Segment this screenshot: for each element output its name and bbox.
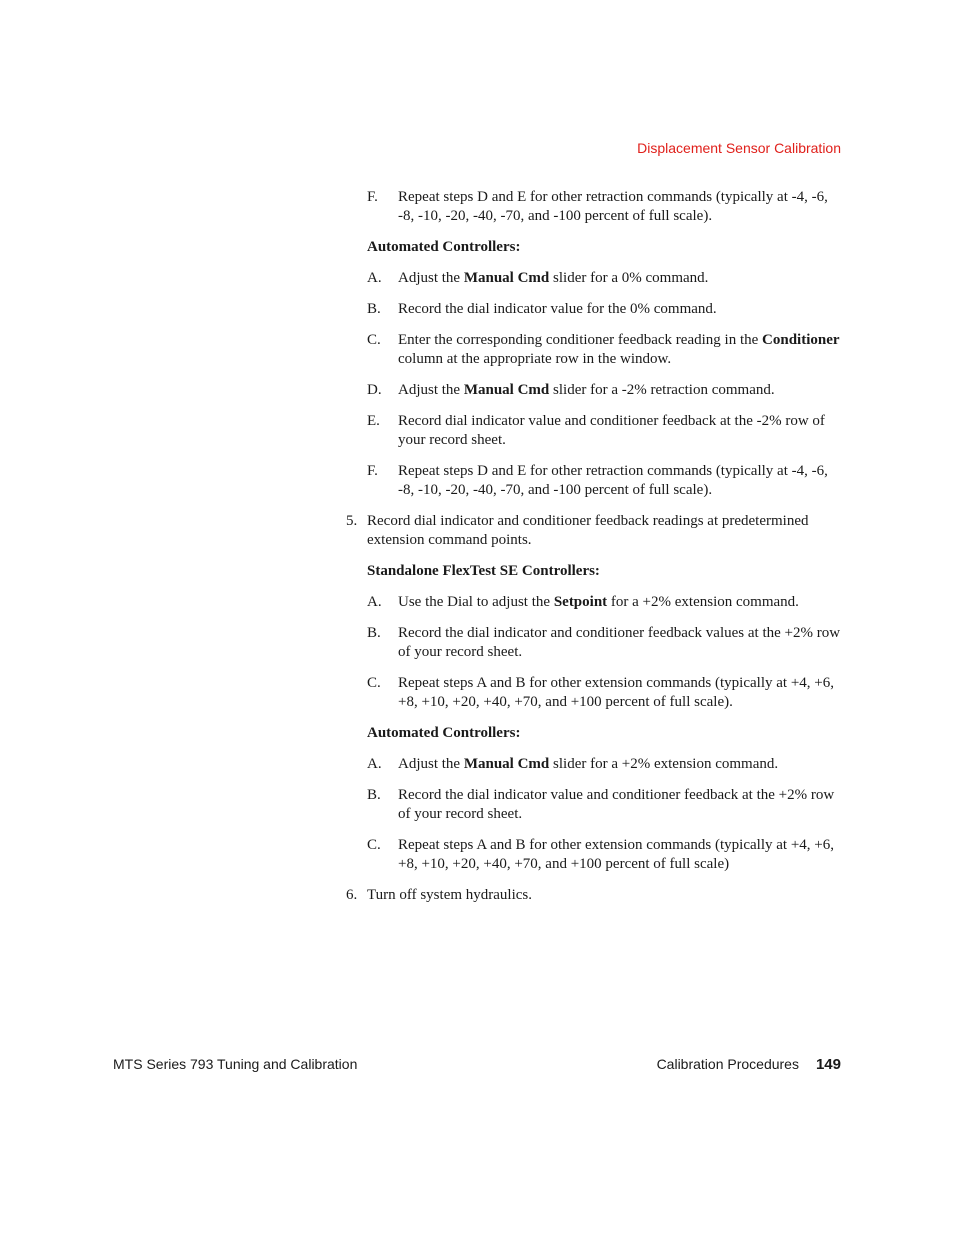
text-run: column at the appropriate row in the window. (398, 351, 672, 367)
item-text: Repeat steps D and E for other retraction commands (typically at -4, -6, -8, -10, -20, -40, -70, and -100 percent of full scale). (398, 189, 828, 224)
list-item (346, 188, 846, 226)
ui-term: Manual Cmd (463, 270, 550, 286)
list-item (346, 624, 846, 662)
item-letter: B. (367, 301, 381, 317)
list-item (346, 269, 846, 288)
text-run: Use the Dial to adjust the (398, 594, 554, 610)
running-header: Displacement Sensor Calibration (637, 140, 841, 156)
ui-term: Conditioner (762, 332, 840, 348)
text-run: Adjust the (398, 382, 464, 398)
item-letter: C. (367, 675, 381, 691)
item-text: Record the dial indicator value for the 0% command. (398, 301, 717, 317)
list-item (346, 786, 846, 824)
item-letter: C. (367, 837, 381, 853)
step-number: 6. (346, 887, 358, 903)
page-content (346, 188, 846, 917)
item-text: Repeat steps D and E for other retraction commands (typically at -4, -6, -8, -10, -20, -40, -70, and -100 percent of full scale). (398, 463, 828, 498)
item-text (398, 269, 846, 288)
list-item (346, 412, 846, 450)
ui-term: Manual Cmd (463, 382, 550, 398)
item-letter: A. (367, 270, 382, 286)
item-letter: B. (367, 787, 381, 803)
item-text (398, 755, 846, 774)
item-letter: B. (367, 625, 381, 641)
item-letter: A. (367, 594, 382, 610)
list-item (346, 593, 846, 612)
list-item (346, 836, 846, 874)
text-run: slider for a -2% retraction command. (549, 382, 775, 398)
section-heading: Automated Controllers: (367, 239, 521, 255)
list-item (346, 462, 846, 500)
item-text (398, 593, 846, 612)
list-item (346, 331, 846, 369)
step-text: Record dial indicator and conditioner feedback readings at predetermined extension command points. (367, 513, 809, 548)
item-letter: C. (367, 332, 381, 348)
item-text: Repeat steps A and B for other extension commands (typically at +4, +6, +8, +10, +20, +40, +70, and +100 percent of full scale). (398, 675, 834, 710)
item-letter: D. (367, 382, 382, 398)
list-item (346, 300, 846, 319)
item-letter: F. (367, 463, 378, 479)
text-run: for a +2% extension command. (607, 594, 799, 610)
item-letter: E. (367, 413, 380, 429)
section-heading: Standalone FlexTest SE Controllers: (367, 563, 600, 579)
numbered-step (346, 512, 846, 550)
item-text (398, 381, 846, 400)
section-heading: Automated Controllers: (367, 725, 521, 741)
page-number: 149 (815, 1056, 841, 1073)
item-text: Record dial indicator value and conditioner feedback at the -2% row of your record sheet. (398, 413, 825, 448)
item-text: Record the dial indicator and conditioner feedback values at the +2% row of your record sheet. (398, 625, 841, 660)
list-item (346, 674, 846, 712)
item-text (398, 331, 846, 369)
text-run: slider for a 0% command. (549, 270, 709, 286)
step-number: 5. (346, 513, 358, 529)
item-text: Record the dial indicator value and conditioner feedback at the +2% row of your record sheet. (398, 787, 835, 822)
ui-term: Setpoint (553, 594, 608, 610)
footer-doc-title: MTS Series 793 Tuning and Calibration (113, 1056, 358, 1072)
item-letter: A. (367, 756, 382, 772)
numbered-step (346, 886, 846, 905)
item-text: Repeat steps A and B for other extension commands (typically at +4, +6, +8, +10, +20, +40, +70, and +100 percent of full scale) (398, 837, 834, 872)
text-run: slider for a +2% extension command. (549, 756, 779, 772)
ui-term: Manual Cmd (463, 756, 550, 772)
list-item (346, 381, 846, 400)
footer-right (657, 1056, 841, 1073)
footer-section: Calibration Procedures (656, 1056, 799, 1072)
text-run: Adjust the (398, 756, 464, 772)
step-text: Turn off system hydraulics. (367, 887, 532, 903)
list-item (346, 755, 846, 774)
text-run: Enter the corresponding conditioner feedback reading in the (398, 332, 763, 348)
item-letter: F. (367, 189, 378, 205)
text-run: Adjust the (398, 270, 464, 286)
